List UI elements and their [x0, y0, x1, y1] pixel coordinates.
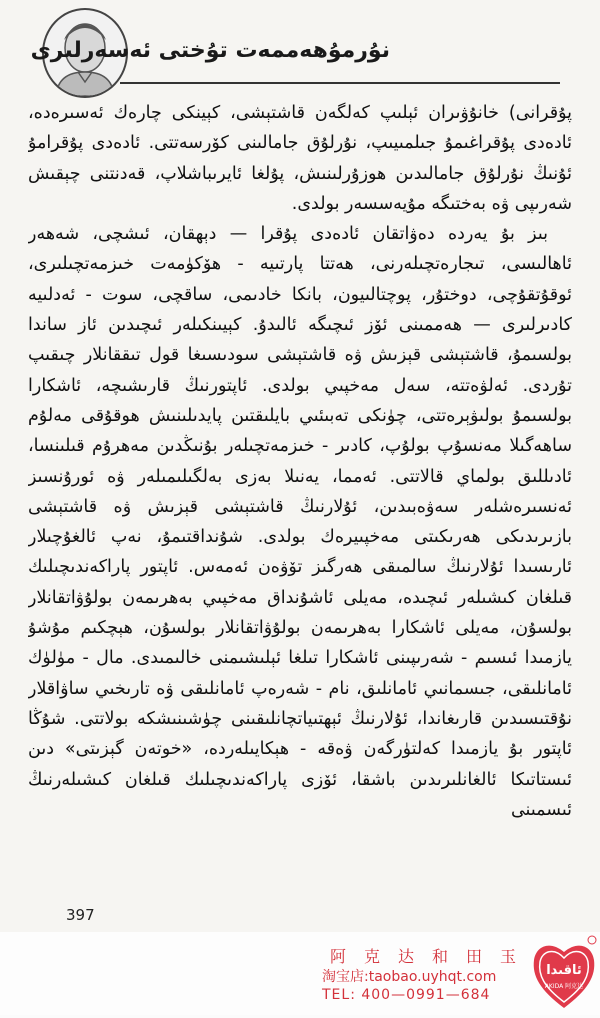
paragraph-2: بىز بۇ يەردە دەۋاتقان ئادەدى پۇقرا — دېھقان، ئىشچى، شەھەر ئاھالىسى، تىجارەتچىلەرنى، ھەتتا پارتىيە - ھۆكۈمەت خىزمەتچىلىرى، ئوقۇتقۇچى، دوختۇر، پوچتالىيون، بانكا خادىمى، ساقچى، سوت - ئەدلىيە كادىرلىرى — ھەممىنى ئۆز ئىچىگە ئالىدۇ. كېيىنكىلەر ئىچىدىن ئاز ساندا بولسىمۇ، قاشتېشى قېزىش ۋە قاشتېشى سودىسىغا قول تىققانلار چىقىپ تۇردى. ئەلۋەتتە، سەل مەخپىي بولدى. ئاپتورنىڭ قارىشىچە، ئاشكارا بولسىمۇ بولىۋېرەتتى، چۈنكى تەبىئىي بايلىقتىن پايدىلىنىش ھوقۇقى مەلۇم ساھەگىلا مەنسۇپ بولۇپ، كادىر - خىزمەتچىلەر بۇنىڭدىن مەھرۇم قىلىنسا، ئادىللىق بولماي قالاتتى. ئەمما، يەنىلا بەزى بەلگىلىمىلەر ۋە ئورۇنسىز ئەنسىرەشلەر سەۋەبىدىن، ئۇلارنىڭ قاشتېشى قېزىش ۋە قاشتېشى بازىرىدىكى ھەرىكىتى مەخپىيرەك بولدى. شۇنداقتىمۇ، نەپ ئالغۇچىلار ئارىسىدا ئۇلارنىڭ سالمىقى ھەرگىز تۆۋەن ئەمەس. ئاپتور پاراكەندىچىلىك قىلغان كىشىلەر ئىچىدە، مەيلى ئاشۇنداق مەخپىي بەھرىمەن بولۇۋاتقانلار بولسۇن، مەيلى ئاشكارا بەھرىمەن بولۇۋاتقانلار بولسۇن، ھېچكىم مۇشۇ يازمىدا ئىسىم - شەرىپىنى ئاشكارا تىلغا ئېلىشىمنى خالىمىدى. مال - مۈلۈك ئامانلىقى، جىسمانىي ئامانلىق، نام - شەرەپ ئامانلىقى ۋە تارىخىي ساۋاقلار نۇقتىسىدىن قارىغاندا، ئۇلارنىڭ ئېھتىياتچانلىقىنى چۈشىنىشكە بولاتتى. شۇڭا ئاپتور بۇ يازمىدا كەلتۈرگەن ۋەقە - ھېكايىلەردە، «خوتەن گېزىتى» دىن ئىستاتىكا ئالغانلىرىدىن باشقا، ئۆزى پاراكەندىچىلىك قىلغان كىشىلەرنىڭ ئىسمىنى [28, 224, 572, 820]
store-name: 阿克达和田玉 [330, 947, 535, 966]
store-phone: TEL: 400—0991—684 [322, 987, 491, 1003]
store-banner [0, 932, 600, 1015]
paragraph-1: پۇقرانى) خانۇۋىران ئېلىپ كەلگەن قاشتېشى، كېينكى چارەك ئەسىرەدە، ئادەدى پۇقراغىمۇ جىلمىيىپ، نۇرلۇق جامالىنى كۆرسەتتى. ئادەدى پۇقرامۇ ئۇنىڭ نۇرلۇق جامالىدىن ھوزۇرلىنىش، پۇلغا ئايرىباشلاپ، قەدنتنى چېقىش شەرىپى ۋە بەختىگە مۇيەسسەر بولدى. [28, 103, 572, 214]
store-url: 淘宝店:taobao.uyhqt.com [322, 969, 497, 985]
header-title: نۇرمۇھەممەت تۇختى ئەسەرلىرى [30, 38, 390, 63]
logo-caption: AKIDA 阿克达 [544, 983, 584, 990]
store-logo-icon [530, 934, 598, 1014]
body-text [28, 98, 572, 898]
page-header [0, 0, 600, 100]
header-divider [120, 82, 560, 84]
page-number: 397 [66, 906, 95, 924]
svg-text:ئاقىدا: ئاقىدا [546, 963, 582, 978]
